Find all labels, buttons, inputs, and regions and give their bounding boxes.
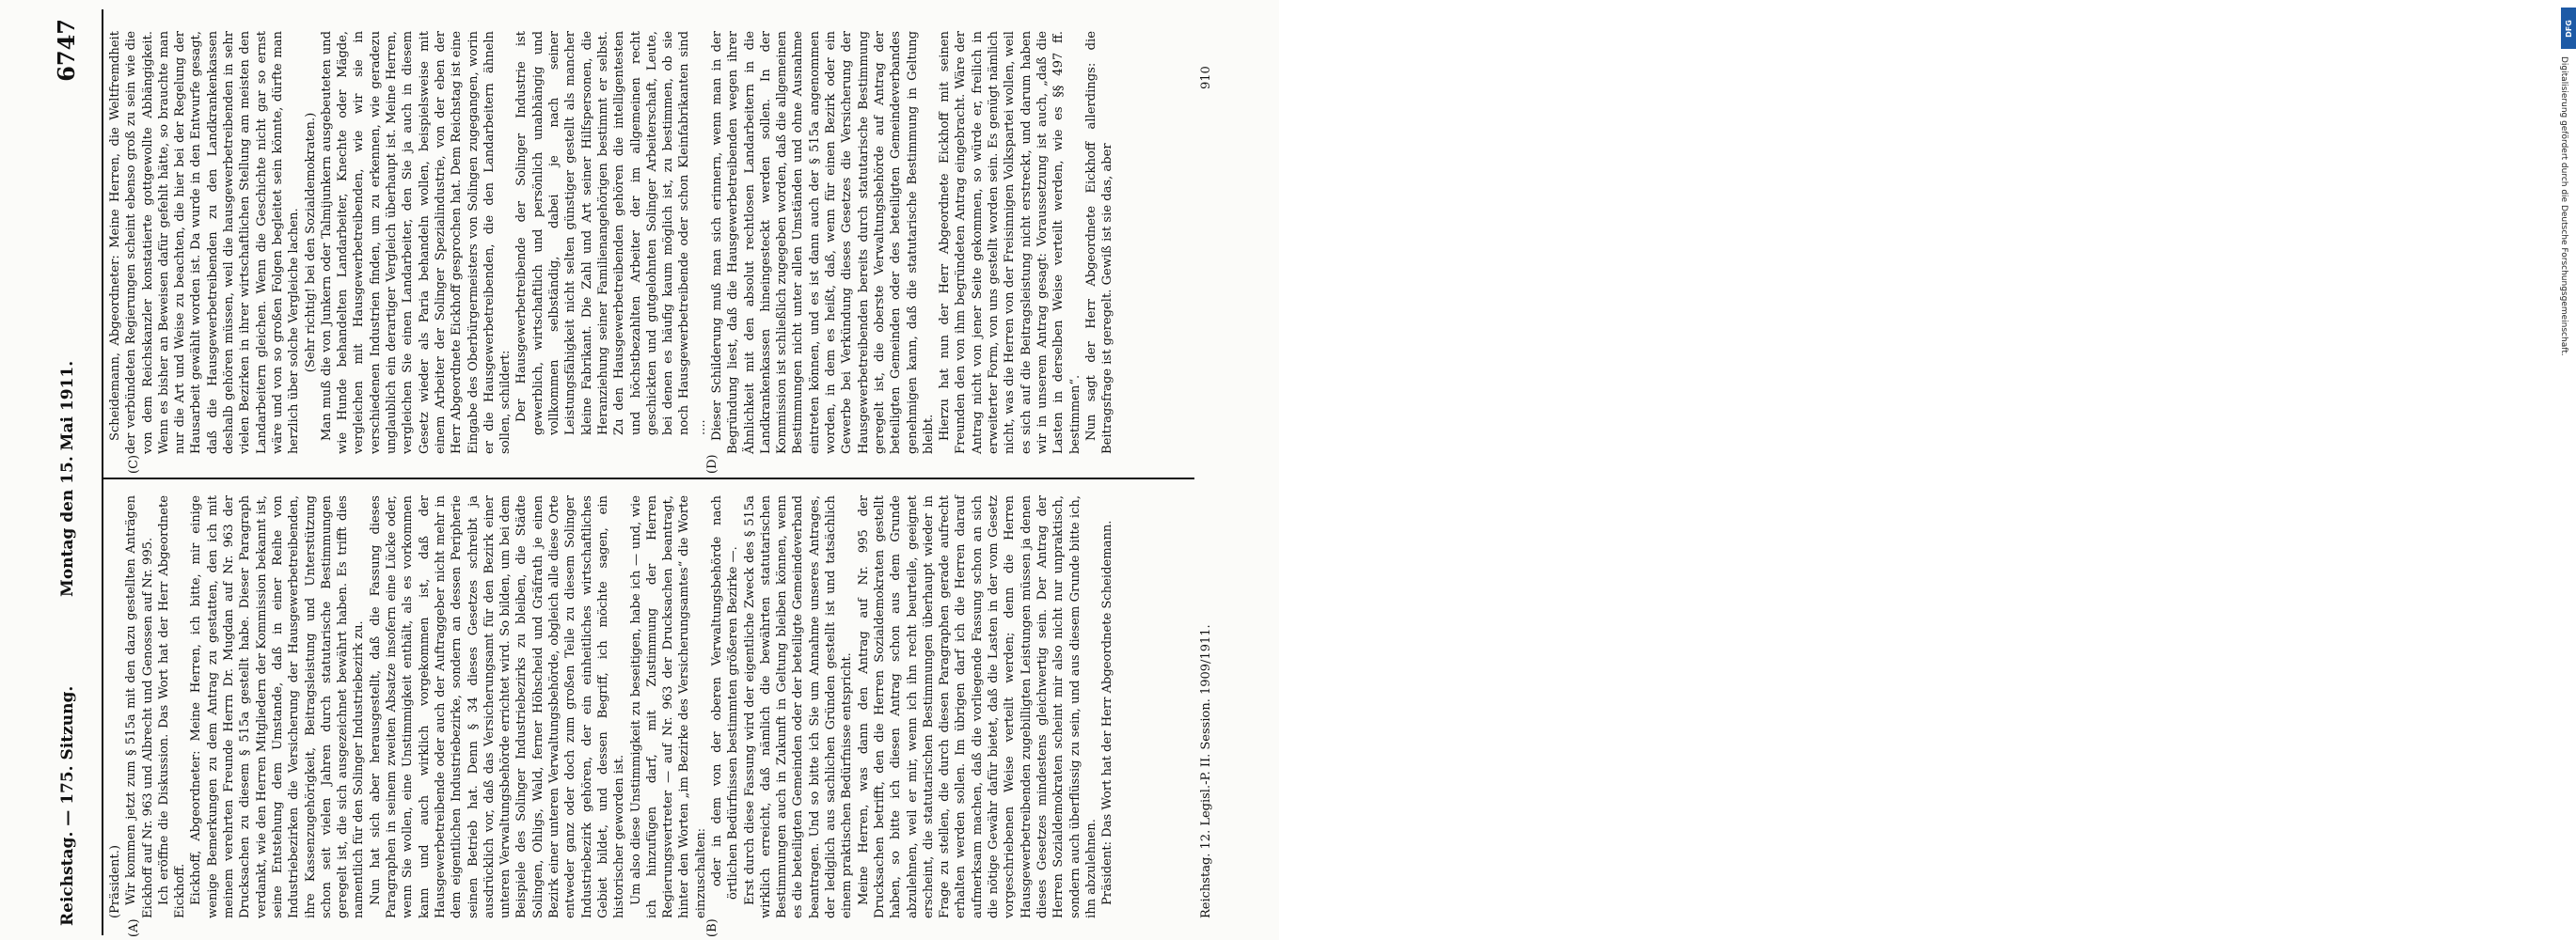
margin-letter-b: (B) [705,918,719,937]
paragraph: oder in dem von der oberen Verwaltungsbehörde nach örtlichen Bedürfnissen bestimmten größeren Bezirke —. [709,495,741,900]
header-rule [102,9,103,935]
paragraph: Ich eröffne die Diskussion. Das Wort hat der Herr Abgeordnete Eickhoff. [156,495,188,918]
speaker-ref: (Präsident.) [108,845,122,918]
paragraph: Erst durch diese Fassung wird der eigentliche Zweck des § 515a wirklich erreicht, daß nämlich die bewährten statutarischen Bestimmungen auch in Zukunft in Geltung bleiben können, wenn es die beteiligten Gemeinden oder der beteiligte Gemeindeverband beantragen. Und so bitte ich Sie um Annahme unseres Antrages, der lediglich aus sachlichen Gründen gestellt ist und tatsächlich einem praktischen Bedürfnisse entspricht. [742,495,855,918]
footer-session: Reichstag. 12. Legisl.-P. II. Session. 1909/1911. [1199,624,1213,918]
dfg-logo: DFG [2561,8,2576,49]
page-header [47,9,85,935]
header-left: Reichstag. — 175. Sitzung. [58,685,77,926]
paragraph: Man muß die von Junkern oder Talmijunkern ausgebeuteten und wie Hunde behandelten Landarbeiter, Knechte oder Mägde, vergleichen mit Hausgewerbetreibenden, wie wir sie in verschiedenen Industrien finden, um zu erkennen, wie geradezu unglaublich ein derartiger Vergleich überhaupt ist. Meine Herren, vergleichen Sie einen Landarbeiter, den Sie ja auch in diesem Gesetz wieder als Paria behandeln wollen, beispielsweise mit einem Arbeiter der Solinger Spezialindustrie, von der eben der Herr Abgeordnete Eickhoff gesprochen hat. Dem Reichstag ist eine Eingabe des Oberbürgermeisters von Solingen zugegangen, worin er die Hausgewerbetreibenden, die den Landarbeitern ähneln sollen, schildert: [319,31,514,454]
paragraph: Präsident: Das Wort hat der Herr Abgeordnete Scheidemann. [1100,520,1115,905]
paragraph: Scheidemann, Abgeordneter: Meine Herren, die Weltfremdheit der verbündeten Regierungen scheint ebenso groß zu sein wie die von dem Reichskanzler konstatierte gottgewollte Abhängigkeit. Wenn es bisher an Beweisen dafür gefehlt hätte, so brauchte man nur die Art und Weise zu beachten, die hier bei der Regelung der Hausarbeit gewählt worden ist. Da wurde in den Entwurfe gesagt, daß die Hausgewerbetreibenden zu den Landkrankenkassen deshalb gehören müssen, weil die hausgewerbetreibenden in sehr vielen Bezirken in ihrer wirtschaftlichen Stellung am meisten den Landarbeitern gleichen. Wenn die Geschichte nicht gar so ernst wäre und von so großen Folgen begleitet sein könnte, dürfte man herzlich über solche Vergleiche lachen. [108,31,302,454]
paragraph: Nun hat sich aber herausgestellt, daß die Fassung dieses Paragraphen in seinem zweiten Absatze insofern eine Lücke oder, wenn Sie wollen, eine Unstimmigkeit enthält, als es vorkommen kann und auch wirklich vorgekommen ist, daß der Hausgewerbetreibende oder auch der Auftraggeber nicht mehr in dem eigentlichen Industriebezirke, sondern an dessen Peripherie seinen Betrieb hat. Denn § 34 dieses Gesetzes schreibt ja ausdrücklich vor, daß das Versicherungsamt für den Bezirk einer unteren Verwaltungsbehörde errichtet wird. So bilden, um bei dem Beispiele des Solinger Industriebezirks zu bleiben, die Städte Solingen, Ohligs, Wald, ferner Höhscheid und Gräfrath je einen Bezirk einer unteren Verwaltungsbehörde, obgleich alle diese Orte entweder ganz oder doch zum großen Teile zu diesem Solinger Industriebezirk gehören, der ein einheitliches wirtschaftliches Gebiet bildet, und dessen Begriff, ich möchte sagen, ein historischer geworden ist. [368,495,627,918]
footer-page-number: 910 [1199,66,1213,89]
header-center: Montag den 15. Mai 1911. [58,360,77,597]
paragraph: Um also diese Unstimmigkeit zu beseitigen, habe ich — und, wie ich hinzufügen darf, mit Zustimmung der Herren Regierungsvertreter — auf Nr. 963 der Drucksachen beantragt, hinter den Worten „im Bezirke des Versicherungsamtes“ die Worte einzuschalten: [628,495,708,918]
left-column [107,495,1115,918]
margin-letter-a: (A) [127,918,141,937]
margin-letter-d: (D) [705,454,719,474]
paragraph: Dieser Schilderung muß man sich erinnern, wenn man in der Begründung liest, daß die Hausgewerbetreibenden wegen ihrer Ähnlichkeit mit den absolut rechtlosen Landarbeitern in die Landkrankenkassen hineingesteckt werden sollen. In der Kommission ist schließlich zugegeben worden, daß die allgemeinen Bestimmungen nicht unter allen Umständen und ohne Ausnahme eintreten können, und es ist dann auch der § 515a angenommen worden, in dem es heißt, daß, wenn für einen Bezirk oder ein Gewerbe bei Verkündung dieses Gesetzes die Versicherung der Hausgewerbetreibenden bereits durch statutarische Bestimmung geregelt ist, die oberste Verwaltungsbehörde auf Antrag der beteiligten Gemeinden oder des beteiligten Gemeindeverbandes genehmigen kann, daß die statutarische Bestimmung in Geltung bleibt. [709,31,936,454]
paragraph: Nun sagt der Herr Abgeordnete Eickhoff allerdings: die Beitragsfrage ist geregelt. Gewiß ist sie das, aber [1083,31,1115,454]
column-divider [103,478,1194,479]
paragraph: Der Hausgewerbetreibende der Solinger Industrie ist gewerblich, wirtschaftlich und persönlich unabhängig und vollkommen selbständig, dabei je nach seiner Leistungsfähigkeit nicht selten günstiger gestellt als mancher kleine Fabrikant. Die Zahl und Art seiner Hilfspersonen, die Heranziehung seiner Familienangehörigen bestimmt er selbst. Zu den Hausgewerbetreibenden gehören die intelligentesten und höchstbezahlten Arbeiter der im allgemeinen recht geschickten und gutgelohnten Solinger Arbeiterschaft, Leute, bei denen es häufig kaum möglich ist, zu bestimmen, ob sie noch Hausgewerbetreibende oder schon Kleinfabrikanten sind .... [514,31,708,435]
dfg-note: Digitalisierung gefördert durch die Deutsche Forschungsgemeinschaft. [2559,56,2568,356]
paragraph: Eickhoff, Abgeordneter: Meine Herren, ich bitte, mir einige wenige Bemerkungen zu dem Antrag zu gestatten, den ich mit meinem verehrten Freunde Herrn Dr. Mugdan auf Nr. 963 der Drucksachen zu diesem § 515a gestellt habe. Dieser Paragraph verdankt, wie den Herren Mitgliedern der Kommission bekannt ist, seine Entstehung dem Umstande, daß in einer Reihe von Industriebezirken die Versicherung der Hausgewerbetreibenden, ihre Kassenzugehörigkeit, Beitragsleistung und Unterstützung schon seit vielen Jahren durch statutarische Bestimmungen geregelt ist, die sich ausgezeichnet bewährt haben. Es trifft dies namentlich für den Solinger Industriebezirk zu. [189,495,367,918]
digitization-sidebar [1279,0,2573,940]
header-page-number: 6747 [53,19,80,82]
right-column [107,31,1115,454]
margin-letter-c: (C) [127,454,141,474]
paragraph: Wir kommen jetzt zum § 515a mit den dazu gestellten Anträgen Eickhoff auf Nr. 963 und Albrecht und Genossen auf Nr. 995. [124,495,155,918]
paragraph: Meine Herren, was dann den Antrag auf Nr. 995 der Drucksachen betrifft, den die Herren Sozialdemokraten gestellt haben, so bitte ich diesen Antrag schon aus dem Grunde abzulehnen, weil er mir, wenn ich ihn recht beurteile, geeignet erscheint, die statutarischen Bestimmungen überhaupt wieder in Frage zu stellen, die durch diesen Paragraphen gerade aufrecht erhalten werden sollen. Im übrigen darf ich die Herren darauf aufmerksam machen, daß die vorliegende Fassung schon an sich die nötige Gewähr dafür bietet, daß die Lasten in der vom Gesetz vorgeschriebenen Weise verteilt werden; denn die Herren Hausgewerbetreibenden zugebilligten Leistungen müssen ja denen dieses Gesetzes mindestens gleichwertig sein. Der Antrag der Herren Sozialdemokraten scheint mir also nicht nur unpraktisch, sondern auch überflüssig zu sein, und aus diesem Grunde bitte ich, ihn abzulehnen. [856,495,1098,918]
paragraph: (Sehr richtig! bei den Sozialdemokraten.) [303,112,318,373]
rotated-page [47,9,1246,935]
paragraph: Hierzu hat nun der Herr Abgeordnete Eickhoff mit seinen Freunden den von ihm begründeten Antrag eingebracht. Wäre der Antrag nicht von jener Seite gekommen, so würde er, freilich in erweiterter Form, von uns gestellt worden sein. Es genügt nämlich nicht, was die Herren von der Freisinnigen Volkspartei wollen, weil es sich auf die Beitragsleistung nicht erstreckt, und darum haben wir in unserem Antrag gesagt: Voraussetzung ist auch, „daß die Lasten in derselben Weise verteilt werden, wie es §§ 497 ff. bestimmen“. [938,31,1083,454]
